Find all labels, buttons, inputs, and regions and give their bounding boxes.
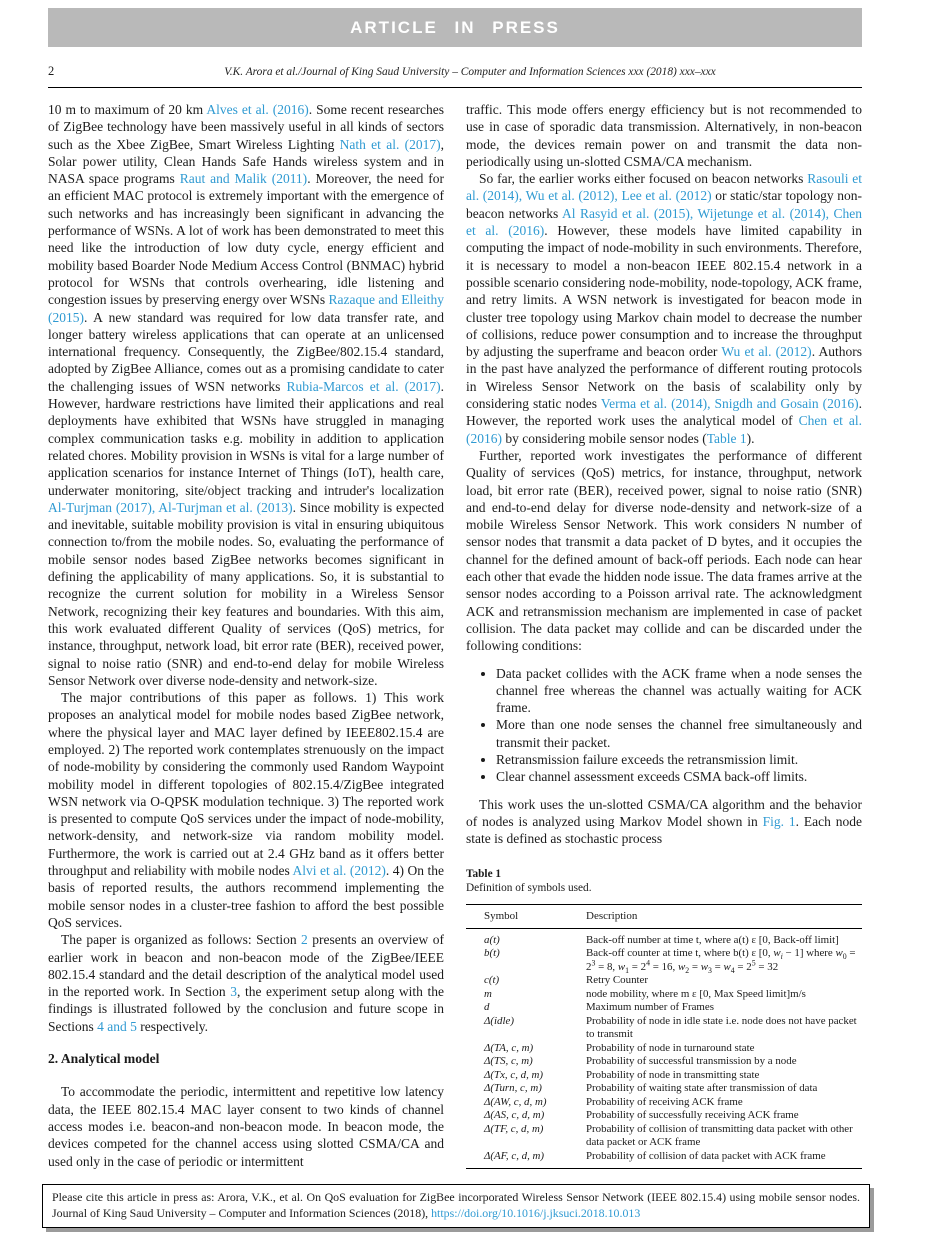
description-cell [586, 1082, 862, 1096]
text-run: Please cite this article in press as: Arora, V.K., et al. On QoS evaluation for ZigBee incorporated Wireless Sensor Network (IEEE 802.15.4) using mobile sensor nodes. Journal of King Saud University – Computer and Information Sciences (2018), [52, 1190, 860, 1220]
table-row [466, 928, 862, 947]
text-run: . A new standard was required for low data transfer rate, and longer battery wireless applications that can operate at an unlicensed international frequency. Consequently, the ZigBee/802.15.4 standard, adopted by ZigBee Alliance, comes out as a promising candidate to cater the challenging issues of WSN networks [48, 309, 444, 394]
text-run: . However, these models have limited capability in computing the impact of node-mobility in such environments. Therefore, it is necessary to model a non-beacon IEEE 802.15.4 network in a possible scenario considering node-mobility, node-topology, ACK frame, and retry limits. A WSN network is investigated for beacon mode in cluster tree topology using Markov chain model to decrease the number of collisions, reduce power consumption and to increase the throughput by adjusting the superframe and beacon order [466, 223, 862, 360]
text-run: or static/star topology non-beacon networks [466, 188, 863, 221]
text-run: Retry Counter [586, 974, 649, 987]
text-run: Probability of waiting state after transmission of data [586, 1082, 818, 1095]
paragraph [466, 170, 862, 447]
text-run: Back-off counter at time t, where b(t) ε [0, [586, 947, 774, 960]
table-row [466, 1096, 862, 1110]
bullet-item [496, 665, 862, 717]
running-head [48, 64, 862, 79]
table-row [466, 988, 862, 1002]
text-run: = 32 [755, 960, 779, 973]
text-run: presents an overview of earlier work in beacon and non-beacon mode of the ZigBee/IEEE 802.15.4 standard and the detail description of the analytical model used in the reported work. In Section [48, 932, 444, 1000]
table-row [466, 1082, 862, 1096]
paragraph [466, 101, 862, 170]
citation-text [52, 1190, 860, 1220]
text-run: w [677, 960, 686, 973]
citation-box [42, 1184, 870, 1228]
description-cell [586, 1055, 862, 1069]
paragraph [466, 796, 862, 848]
citation-link[interactable]: Chen et al. (2016) [466, 413, 862, 446]
paragraph [466, 447, 862, 655]
two-column-body [48, 101, 862, 1170]
text-run: by considering mobile sensor nodes ( [502, 430, 707, 446]
citation-link[interactable]: 3 [230, 984, 237, 1000]
text-run: 4 [646, 958, 651, 968]
text-run: Probability of collision of data packet with ACK frame [586, 1149, 826, 1162]
text-run: = [689, 960, 701, 973]
symbol-cell: Δ(AF, c, d, m) [484, 1149, 545, 1162]
text-run: . Moreover, the need for an efficient MAC protocol is extremely important with the emergence of such networks and has increasingly been significant in advancing the performance of WSNs. A lot of work has been demonstrated to meet this need like the introduction of low duty cycle, energy efficient and mobility based Boarder Node Medium Access Control (BNMAC) hybrid protocol for WSNs that controls overhearing, idle listening and congestion issues by preserving energy over WSNs [48, 171, 444, 308]
text-run: More than one node senses the channel free simultaneously and transmit their packet. [496, 717, 862, 750]
paragraph [48, 101, 444, 689]
text-run: 0 [842, 952, 847, 962]
description-cell [586, 988, 862, 1002]
citation-link[interactable]: https://doi.org/10.1016/j.jksuci.2018.10.013 [431, 1205, 641, 1220]
symbols-table [466, 904, 862, 1169]
citation-link[interactable]: 2 [301, 932, 308, 948]
symbol-cell: a(t) [484, 933, 500, 946]
citation-link[interactable]: Al Rasyid et al. (2015), Wijetunge et al. (2014), Chen et al. (2016) [466, 205, 862, 239]
description-cell [586, 1150, 862, 1169]
citation-link[interactable]: Rubia-Marcos et al. (2017) [286, 378, 441, 394]
text-run: = 2 [629, 960, 647, 973]
text-run: = 8, [595, 960, 618, 973]
text-run: The major contributions of this paper as follows. 1) This work proposes an analytical model for mobile nodes based ZigBee network, where the physical layer and MAC layer defined by IEEE802.15.4 are employed. 2) The reported work contemplates strenuously on the impact of node-mobility by considering the commonly used Random Waypoint mobility model in different topologies of 802.15.4/ZigBee integrated WSN network via O-QPSK modulation technique. 3) The reported work is presented to compute QoS services under the impact of node-mobility, network-density, and network-size via random mobility model. Furthermore, the work is carried out at 2.4 GHz band as it offers better throughput and reliability with mobile nodes [48, 690, 444, 879]
text-run: Probability of node in transmitting state [586, 1068, 760, 1081]
bullet-item [496, 751, 862, 768]
symbol-cell: m [484, 987, 492, 1000]
text-run: . Since mobility is expected and inevitable, suitable mobility provision is vital in ensuring ubiquitous connection to/from the mobile nodes. So, evaluating the performance of mobile sensor nodes based ZigBee networks becomes significant in defining the applicability of many applications. So, it is substantial to recognize the current solution for mobility in a Wireless Sensor Network, recognizing their key features and boundaries. With this aim, this work evaluated different Quality of services (QoS) metrics, for instance, throughput, network load, bit error rate (BER), received power, signal to noise ratio (SNR) and end-to-end delay for mobile Wireless Sensor Network over diverse node-density and network-size. [48, 499, 444, 688]
text-run: Probability of node in turnaround state [586, 1041, 755, 1054]
text-run: . However, the reported work uses the analytical model of [466, 396, 862, 429]
bullet-item [496, 716, 862, 751]
table-label: Table 1 [466, 868, 502, 881]
description-cell [586, 1001, 862, 1015]
left-column [48, 101, 444, 1170]
table-row [466, 1042, 862, 1056]
text-run: 10 m to maximum of 20 km [48, 102, 207, 117]
description-cell [586, 928, 862, 947]
text-run: 1 [625, 966, 630, 976]
table-row [466, 1001, 862, 1015]
citation-link[interactable]: Verma et al. (2014), Snigdh and Gosain (2016) [600, 396, 859, 412]
running-head-text: V.K. Arora et al./Journal of King Saud University – Computer and Information Sciences xxx (2018) xxx–xxx [224, 66, 716, 78]
text-run: . Each node state is defined as stochastic process [466, 813, 862, 847]
table-row [466, 947, 862, 974]
bullet-item [496, 768, 862, 785]
text-run: ). [746, 430, 755, 446]
table-caption: Definition of symbols used. [466, 882, 592, 895]
table-row [466, 1123, 862, 1150]
table-row [466, 1150, 862, 1169]
table-row [466, 974, 862, 988]
symbol-cell: Δ(Turn, c, m) [484, 1082, 542, 1095]
text-run: node mobility, where m ε [0, Max Speed limit]m/s [586, 987, 806, 1000]
text-run: w [700, 960, 708, 973]
citation-link[interactable]: Alves et al. (2016) [206, 102, 309, 117]
text-run: Probability of node in idle state i.e. node does not have packet to transmit [586, 1014, 857, 1041]
table-row [466, 1069, 862, 1083]
text-run: w [773, 947, 781, 960]
text-run: Probability of receiving ACK frame [586, 1095, 743, 1108]
citation-link[interactable]: Nath et al. (2017) [339, 136, 441, 152]
text-run: This work uses the un-slotted CSMA/CA algorithm and the behavior of nodes is analyzed using Markov Model shown in [466, 796, 862, 829]
text-run: . Authors in the past have analyzed the performance of different routing protocols in Wireless Sensor Network on the basis of scalability only by considering static nodes [466, 344, 862, 412]
citation-link[interactable]: Fig. 1 [762, 813, 796, 829]
citation-link[interactable]: Razaque and Elleithy (2015) [48, 292, 444, 325]
text-run: 3 [591, 958, 596, 968]
table-row [466, 1015, 862, 1042]
text-run: i [780, 952, 783, 962]
text-run: Clear channel assessment exceeds CSMA back-off limits. [496, 769, 808, 785]
symbol-cell: Δ(AW, c, d, m) [484, 1095, 547, 1108]
column-header: Symbol [466, 905, 586, 929]
column-header: Description [586, 905, 862, 929]
citation-link[interactable]: 4 and 5 [97, 1018, 137, 1034]
text-run: Probability of successful transmission by a node [586, 1055, 797, 1068]
description-cell [586, 947, 862, 974]
description-cell [586, 1042, 862, 1056]
citation-link[interactable]: Wu et al. (2012) [721, 344, 812, 360]
text-run: . However, hardware restrictions have limited their applications and real deployments have exhibited that WSNs have struggled in managing complex communication tasks e.g. mobility in addition to application related chores. Mobility provision in WSNs is vital for a large number of application scenarios for instance Internet of Things (IoT), health care, underwater monitoring, site/object tracking and intruder's localization [48, 378, 444, 498]
text-run: = 16, [650, 960, 678, 973]
text-run: w [723, 960, 731, 973]
text-run: Probability of collision of transmitting data packet with other data packet or ACK frame [586, 1122, 853, 1149]
symbol-cell: Δ(TF, c, d, m) [484, 1122, 544, 1135]
text-run: The paper is organized as follows: Section [61, 932, 302, 948]
text-run: So far, the earlier works either focused on beacon networks [479, 171, 808, 187]
symbol-cell: d [484, 1001, 490, 1014]
symbol-cell: Δ(TS, c, m) [484, 1055, 533, 1068]
symbol-cell: b(t) [484, 947, 500, 960]
article-in-press-banner [48, 8, 862, 47]
citation-link[interactable]: Raut and Malik (2011) [179, 171, 308, 187]
symbol-cell: Δ(AS, c, d, m) [484, 1109, 545, 1122]
text-run: Maximum number of Frames [586, 1001, 714, 1014]
citation-link[interactable]: Table 1 [706, 430, 747, 446]
text-run: 3 [708, 966, 712, 976]
table-row [466, 1109, 862, 1123]
description-cell [586, 1096, 862, 1110]
text-run: 4 [730, 966, 735, 976]
description-cell [586, 1123, 862, 1150]
symbol-cell: Δ(Tx, c, d, m) [484, 1068, 544, 1081]
paragraph [48, 1083, 444, 1169]
text-run: w [617, 960, 626, 973]
page-number: 2 [48, 64, 55, 78]
symbol-cell: c(t) [484, 974, 500, 987]
description-cell [586, 1015, 862, 1042]
paragraph [48, 931, 444, 1035]
text-run: = 2 [734, 960, 752, 973]
text-run: = [711, 960, 724, 973]
text-run: Further, reported work investigates the performance of different Quality of services (QoS) metrics, for instance, throughput, network load, bit error rate (BER), received power, signal to noise ratio (SNR) and end-to-end delay for diverse node-density and network-size of a mobile Wireless Sensor Network. This work considers N number of sensor nodes that transmit a data packet of D bytes, and it occupies the channel for the defined amount of back-off periods. Each node can hear each other that evade the hidden node issue. The data frames arrive at the sensor nodes according to a Poisson arrival rate. The acknowledgment ACK and retransmission mechanism are implemented in case of packet collision. The data packet may collide and can be discarded under the following conditions: [466, 447, 862, 654]
text-run: , Solar power utility, Clean Hands Safe Hands wireless system and in NASA space programs [48, 136, 444, 187]
text-run: Probability of successfully receiving ACK frame [586, 1109, 799, 1122]
text-run: Data packet collides with the ACK frame when a node senses the channel free whereas the channel was actually waiting for ACK frame. [496, 665, 862, 716]
text-run: . Some recent researches of ZigBee technology have been massively useful in all kinds of sectors such as the Xbee ZigBee, Smart Wireless Lighting [48, 102, 444, 152]
text-run: − 1] where [782, 947, 836, 960]
symbol-cell: Δ(idle) [484, 1014, 514, 1027]
description-cell [586, 974, 862, 988]
text-run: w [835, 947, 843, 960]
text-run: Back-off number at time t, where a(t) ε [0, Back-off limit] [586, 933, 839, 946]
description-cell [586, 1109, 862, 1123]
symbol-cell: Δ(TA, c, m) [484, 1041, 534, 1054]
table-row [466, 1055, 862, 1069]
text-run: Retransmission failure exceeds the retransmission limit. [496, 751, 799, 767]
description-cell [586, 1069, 862, 1083]
bullet-list [466, 665, 862, 786]
text-run: , the experiment setup along with the findings is illustrated followed by the conclusion and future scope in Sections [48, 984, 444, 1034]
table-1 [466, 867, 862, 1169]
text-run: respectively. [136, 1018, 208, 1034]
text-run: . 4) On the basis of reported results, the authors recommend implementing the mobile sensor nodes in a cluster-tree fashion to afford the best possible QoS services. [48, 863, 444, 930]
text-run: To accommodate the periodic, intermittent and repetitive low latency data, the IEEE 802.15.4 MAC layer consent to two kinds of channel access modes i.e. beacon-and non-beacon mode. In beacon mode, the devices competed for the channel access using slotted CSMA/CA and used only in the case of periodic or intermittent [48, 1084, 444, 1169]
text-run: 2 [685, 966, 690, 976]
citation-link[interactable]: Alvi et al. (2012) [292, 863, 386, 879]
paragraph [48, 689, 444, 931]
right-column [466, 101, 862, 1170]
text-run: = 2 [586, 947, 856, 973]
section-heading: 2. Analytical model [48, 1051, 160, 1067]
text-run: 5 [751, 958, 756, 968]
header-rule [48, 87, 862, 88]
citation-link[interactable]: Rasouli et al. (2014), Wu et al. (2012), Lee et al. (2012) [466, 171, 863, 204]
banner-title: ARTICLE IN PRESS [350, 17, 560, 37]
citation-link[interactable]: Al-Turjman (2017), Al-Turjman et al. (2013) [48, 499, 293, 515]
text-run: traffic. This mode offers energy efficiency but is not recommended to use in case of sporadic data transmission. Alternatively, in non-beacon mode, the devices remain power on and transmit the data non-periodically using un-slotted CSMA/CA mechanism. [466, 102, 862, 169]
